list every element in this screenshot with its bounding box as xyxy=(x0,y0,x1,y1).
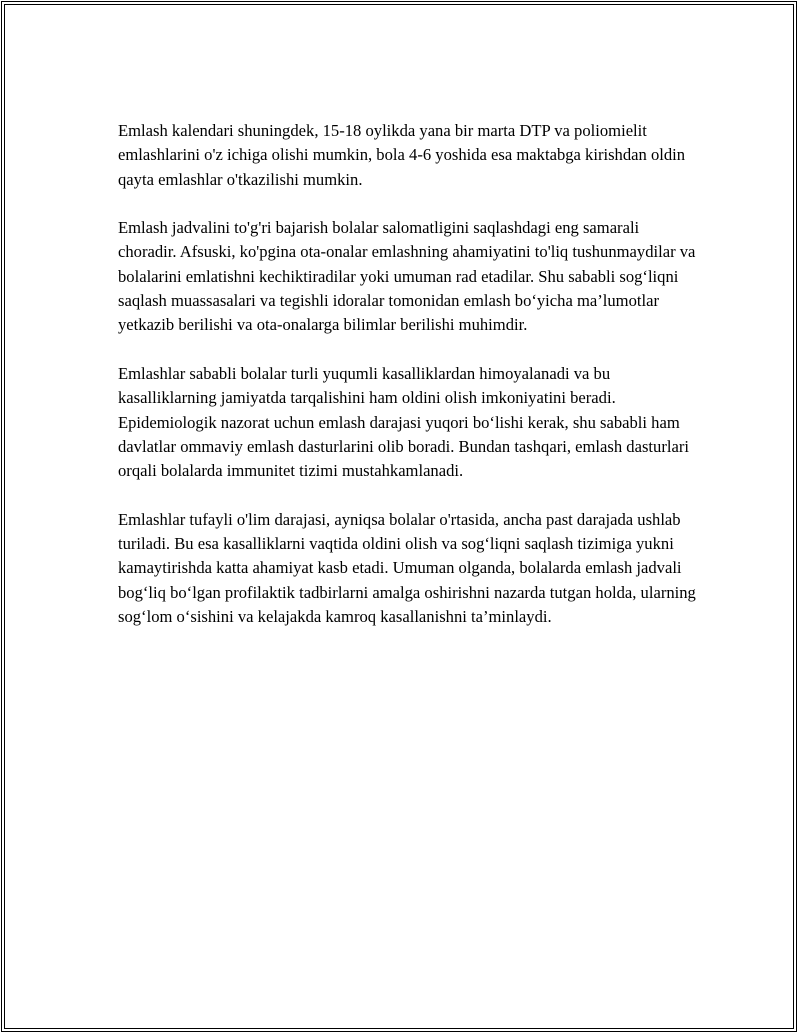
paragraph-1: Emlash kalendari shuningdek, 15-18 oylikda yana bir marta DTP va poliomielit emlashlarini o'z ichiga olishi mumkin, bola 4-6 yoshida esa maktabga kirishdan oldin qayta emlashlar o'tkazilishi mumkin. xyxy=(118,121,686,189)
paragraph-4: Emlashlar tufayli o'lim darajasi, ayniqsa bolalar o'rtasida, ancha past darajada ushlab turiladi. Bu esa kasalliklarni vaqtida oldini olish va sog‘liqni saqlash tizimiga yukni kamaytirishda katta ahamiyat kasb etadi. Umuman olganda, bolalarda emlash jadvali bog‘liq bo‘lgan profilaktik tadbirlarni amalga oshirishni nazarda tutgan holda, ularning sog‘lom o‘sishini va kelajakda kamroq kasallanishni ta’minlaydi. xyxy=(118,509,696,626)
paragraph-2: Emlash jadvalini to'g'ri bajarish bolalar salomatligini saqlashdagi eng samarali choradir. Afsuski, ko'pgina ota-onalar emlashning ahamiyatini to'liq tushunmaydilar va bolalarini emlatishni kechiktiradilar yoki umuman rad etadilar. Shu sababli sog‘liqni saqlash muassasalari va tegishli idoralar tomonidan emlash bo‘yicha ma’lumotlar yetkazib berilishi va ota-onalarga bilimlar berilishi muhimdir. xyxy=(118,218,696,335)
document-body xyxy=(118,119,696,654)
document-page xyxy=(4,4,794,1029)
paragraph-3: Emlashlar sababli bolalar turli yuqumli kasalliklardan himoyalanadi va bu kasalliklarning jamiyatda tarqalishini ham oldini olish imkoniyatini beradi. Epidemiologik nazorat uchun emlash darajasi yuqori bo‘lishi kerak, shu sababli ham davlatlar ommaviy emlash dasturlarini olib boradi. Bundan tashqari, emlash dasturlari orqali bolalarda immunitet tizimi mustahkamlanadi. xyxy=(118,363,689,481)
